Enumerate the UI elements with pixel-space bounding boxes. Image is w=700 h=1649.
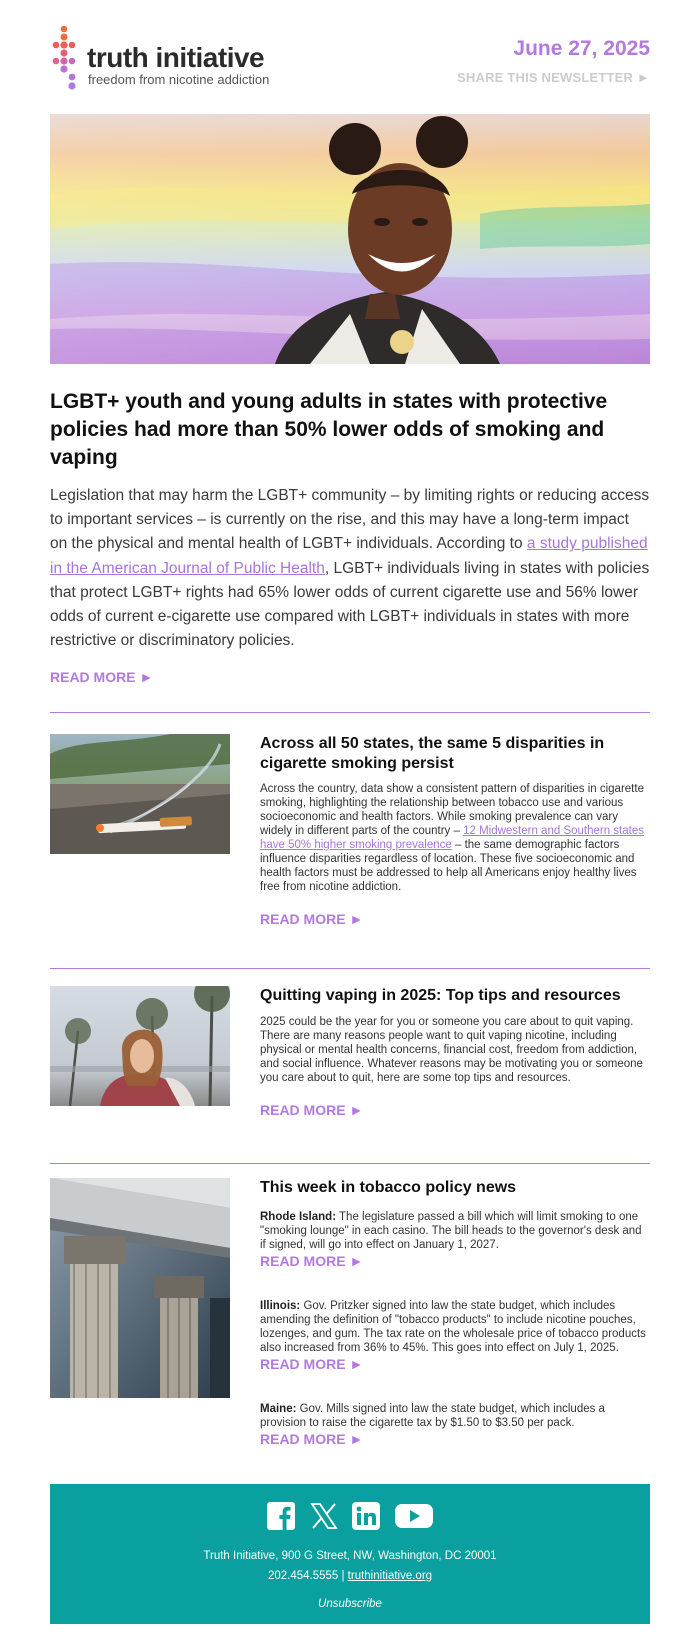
newsletter [50,0,650,1649]
share-newsletter-link[interactable]: SHARE THIS NEWSLETTER ► [457,70,650,85]
x-icon[interactable] [309,1501,339,1531]
divider [50,1163,650,1164]
article-disparities-title: Across all 50 states, the same 5 disparities in cigarette smoking persist [260,735,605,772]
hero-image[interactable] [50,114,650,364]
main-article-body [50,484,650,653]
main-body-text-2: , LGBT+ individuals living in states with policies that protect LGBT+ rights had 65% lower odds of current cigarette use and 56% lower odds of current e-cigarette use compared with LGBT+ individuals in states with more restrictive or discriminatory policies. [50,559,650,650]
article-disparities-read-more[interactable]: READ MORE ► [260,911,364,927]
article-quitting-vaping-title: Quitting vaping in 2025: Top tips and resources [260,987,621,1004]
truth-initiative-logo[interactable] [50,24,290,96]
capitol-columns-thumbnail[interactable] [50,1178,230,1398]
policy-item-rhode-island [260,1210,650,1252]
policy-state-label: Illinois: [260,1299,301,1312]
article-quitting-vaping [260,986,650,1118]
policy-item-text: Gov. Mills signed into law the state budget, which includes a provision to raise the cigarette tax by $1.50 to $3.50 per pack. [260,1402,605,1429]
facebook-icon[interactable] [266,1501,296,1531]
main-body-text-1: Legislation that may harm the LGBT+ community – by limiting rights or reducing access to important services – is currently on the rise, and this may have a long-term impact on the physical and mental health of LGBT+ individuals. According to [50,487,650,553]
article-quitting-vaping-read-more[interactable]: READ MORE ► [260,1101,364,1118]
article-disparities-text-1: Across the country, data show a consistent pattern of disparities in cigarette smoking, highlighting the relationship between tobacco use and various socioeconomic and health factors. While smoking prevalence can vary widely in different parts of the country – [260,783,644,837]
footer-contact [50,1570,650,1582]
policy-item-maine [260,1402,650,1430]
ajph-study-link[interactable]: a study published in the American Journal of Public Health [50,535,648,577]
cigarette-thumbnail[interactable] [50,734,230,854]
footer [50,1484,650,1624]
policy-news [260,1178,650,1447]
policy-news-title: This week in tobacco policy news [260,1179,517,1196]
main-read-more-link[interactable]: READ MORE ► [50,669,154,685]
article-disparities [260,734,650,927]
article-disparities-text-2: – the same demographic factors influence disparities regardless of location. These five socioeconomic and health factors must be addressed to help all Americans enjoy healthy lives free from nicotine addiction. [260,839,637,893]
social-links [50,1501,650,1531]
policy-item-text: Gov. Pritzker signed into law the state budget, which includes amending the definition of "tobacco products" to include nicotine pouches, lozenges, and gum. The tax rate on the wholesale price of tobacco products also increased from 36% to 45%. This goes into effect on July 1, 2025. [260,1299,646,1354]
youtube-icon[interactable] [394,1501,434,1531]
logo-dots-icon [50,24,84,96]
smoking-prevalence-link[interactable]: 12 Midwestern and Southern states have 50% higher smoking prevalence [260,825,644,851]
article-disparities-body [260,782,650,894]
main-article-title: LGBT+ youth and young adults in states with protective policies had more than 50% lower odds of smoking and vaping [50,390,608,469]
policy-illinois-read-more[interactable]: READ MORE ► [260,1355,364,1372]
policy-state-label: Rhode Island: [260,1210,337,1223]
divider [50,968,650,969]
policy-item-text: The legislature passed a bill which will limit smoking to one "smoking lounge" in each casino. The bill heads to the governor's desk and if signed, will go into effect on January 1, 2027. [260,1210,642,1251]
policy-state-label: Maine: [260,1402,297,1415]
policy-item-illinois [260,1299,650,1355]
quitting-vaping-thumbnail[interactable] [50,986,230,1106]
policy-maine-read-more[interactable]: READ MORE ► [260,1430,364,1447]
policy-rhode-island-read-more[interactable]: READ MORE ► [260,1252,364,1269]
brand-tagline: freedom from nicotine addiction [88,72,270,87]
footer-phone: 202.454.5555 | [267,1570,348,1582]
linkedin-icon[interactable] [351,1501,381,1531]
brand-name: truth initiative [87,42,265,73]
unsubscribe-link[interactable]: Unsubscribe [318,1598,382,1610]
article-quitting-vaping-body: 2025 could be the year for you or someone you care about to quit vaping. There are many reasons people want to quit vaping nicotine, including physical or mental health concerns, financial cost, freedom from addiction, and social influence. Whatever reasons may be motivating you or someone you care about to quit, here are some top tips and resources. [260,1015,643,1084]
footer-website-link[interactable]: truthinitiative.org [347,1570,433,1582]
footer-address: Truth Initiative, 900 G Street, NW, Washington, DC 20001 [203,1550,497,1562]
divider [50,712,650,713]
newsletter-date: June 27, 2025 [513,37,650,60]
